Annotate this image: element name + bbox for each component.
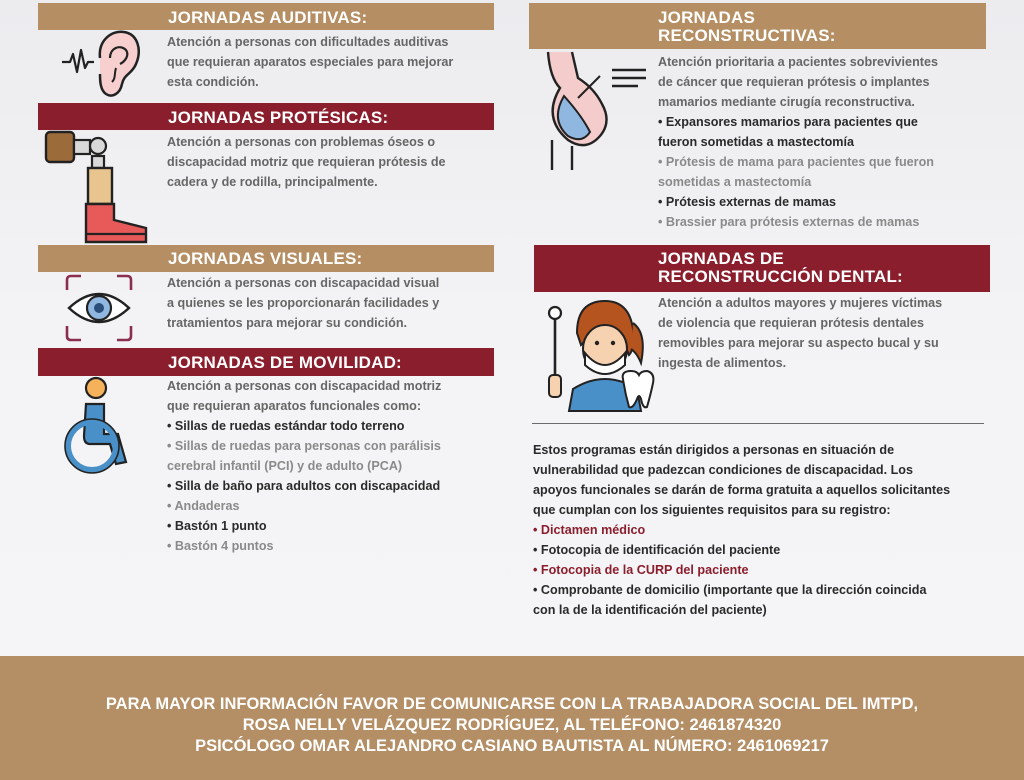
list-item: con la de la identificación del paciente) [533, 603, 767, 617]
list-item: • Silla de baño para adultos con discapacidad [167, 479, 441, 493]
breast-reconstruction-icon [538, 48, 650, 174]
list-item: • Sillas de ruedas estándar todo terreno [167, 419, 405, 433]
list-item: • Comprobante de domicilio (importante que la dirección coincida [533, 583, 927, 597]
list-item: cerebral infantil (PCI) y de adulto (PCA) [167, 459, 403, 473]
desc-reconstructivas: Atención prioritaria a pacientes sobrevivientes de cáncer que requieran prótesis o implantes mamarios mediante cirugía reconstructiva. • Expansores mamarios para pacientes que fueron sometidas a mastectomía • Prótesis de mama para pacientes que fueron sometidas a mastectomía • Prótesis externas de mamas • Brassier para prótesis externas de mamas [658, 52, 998, 232]
footer-line-1: PARA MAYOR INFORMACIÓN FAVOR DE COMUNICARSE CON LA TRABAJADORA SOCIAL DEL IMTPD, [105, 695, 919, 713]
dentist-icon [537, 293, 657, 413]
list-item: • Sillas de ruedas para personas con parálisis [167, 439, 441, 453]
footer-line-2: ROSA NELLY VELÁZQUEZ RODRÍGUEZ, AL TELÉFONO: 2461874320 [242, 716, 782, 734]
desc-visuales: Atención a personas con discapacidad visual a quienes se les proporcionarán facilidades y tratamientos para mejorar su condición. [167, 276, 440, 330]
list-item: • Bastón 1 punto [167, 519, 267, 533]
title-dental-1: JORNADAS DE [658, 249, 784, 268]
list-item: • Dictamen médico [533, 523, 646, 537]
title-visuales: JORNADAS VISUALES: [168, 249, 363, 268]
wheelchair-icon [56, 376, 144, 476]
banner-dental [534, 245, 990, 292]
ear-icon [60, 28, 142, 100]
banner-movilidad [38, 348, 494, 376]
list-item: • Bastón 4 puntos [167, 539, 274, 553]
title-dental-2: RECONSTRUCCIÓN DENTAL: [658, 267, 903, 286]
reconstructivas-list [658, 112, 998, 232]
list-item: sometidas a mastectomía [658, 175, 812, 189]
title-protesicas: JORNADAS PROTÉSICAS: [168, 108, 389, 127]
section-divider [532, 423, 984, 424]
title-auditivas: JORNADAS AUDITIVAS: [168, 8, 368, 27]
list-item: • Brassier para prótesis externas de mamas [658, 215, 920, 229]
list-item: • Prótesis de mama para pacientes que fueron [658, 155, 934, 169]
list-item: • Fotocopia de identificación del paciente [533, 543, 781, 557]
list-item: • Andaderas [167, 499, 240, 513]
list-item: • Prótesis externas de mamas [658, 195, 837, 209]
desc-dental: Atención a adultos mayores y mujeres víctimas de violencia que requieran prótesis dentales removibles para mejorar su aspecto bucal y su ingesta de alimentos. [658, 296, 943, 370]
desc-movilidad: Atención a personas con discapacidad motriz que requieran aparatos funcionales como: • Sillas de ruedas estándar todo terreno • Sillas de ruedas para personas con parálisis cerebral infantil (PCI) y de adulto (PCA) • Silla de baño para adultos con discapacidad • Andaderas • Bastón 1 punto • Bastón 4 puntos [167, 376, 497, 556]
banner-auditivas [38, 3, 494, 30]
contact-footer [0, 656, 1024, 780]
banner-visuales [38, 245, 494, 272]
title-reconstructivas-2: RECONSTRUCTIVAS: [658, 26, 836, 45]
title-reconstructivas-1: JORNADAS [658, 8, 756, 27]
list-item: • Expansores mamarios para pacientes que [658, 115, 918, 129]
desc-auditivas: Atención a personas con dificultades auditivas que requieran aparatos especiales para mejorar esta condición. [167, 35, 454, 89]
title-movilidad: JORNADAS DE MOVILIDAD: [168, 353, 402, 372]
movilidad-list [167, 416, 497, 556]
leg-prosthesis-icon [42, 124, 154, 248]
footer-line-3: PSICÓLOGO OMAR ALEJANDRO CASIANO BAUTISTA AL NÚMERO: 2461069217 [195, 737, 829, 755]
list-item: fueron sometidas a mastectomía [658, 135, 854, 149]
list-item: • Fotocopia de la CURP del paciente [533, 563, 749, 577]
banner-reconstructivas [529, 3, 986, 49]
programs-info: Estos programas están dirigidos a personas en situación de vulnerabilidad que padezcan condiciones de discapacidad. Los apoyos funcionales se darán de forma gratuita a aquellos solicitantes que cumplan con los siguientes requisitos para su registro: • Dictamen médico • Fotocopia de identificación del paciente • Fotocopia de la CURP del paciente • Comprobante de domicilio (importante que la dirección coincida con la de la identificación del paciente) [533, 440, 1013, 620]
eye-scan-icon [63, 272, 135, 344]
desc-protesicas: Atención a personas con problemas óseos o discapacidad motriz que requieran prótesis de cadera y de rodilla, principalmente. [167, 135, 446, 189]
requirements-list [533, 520, 1013, 620]
